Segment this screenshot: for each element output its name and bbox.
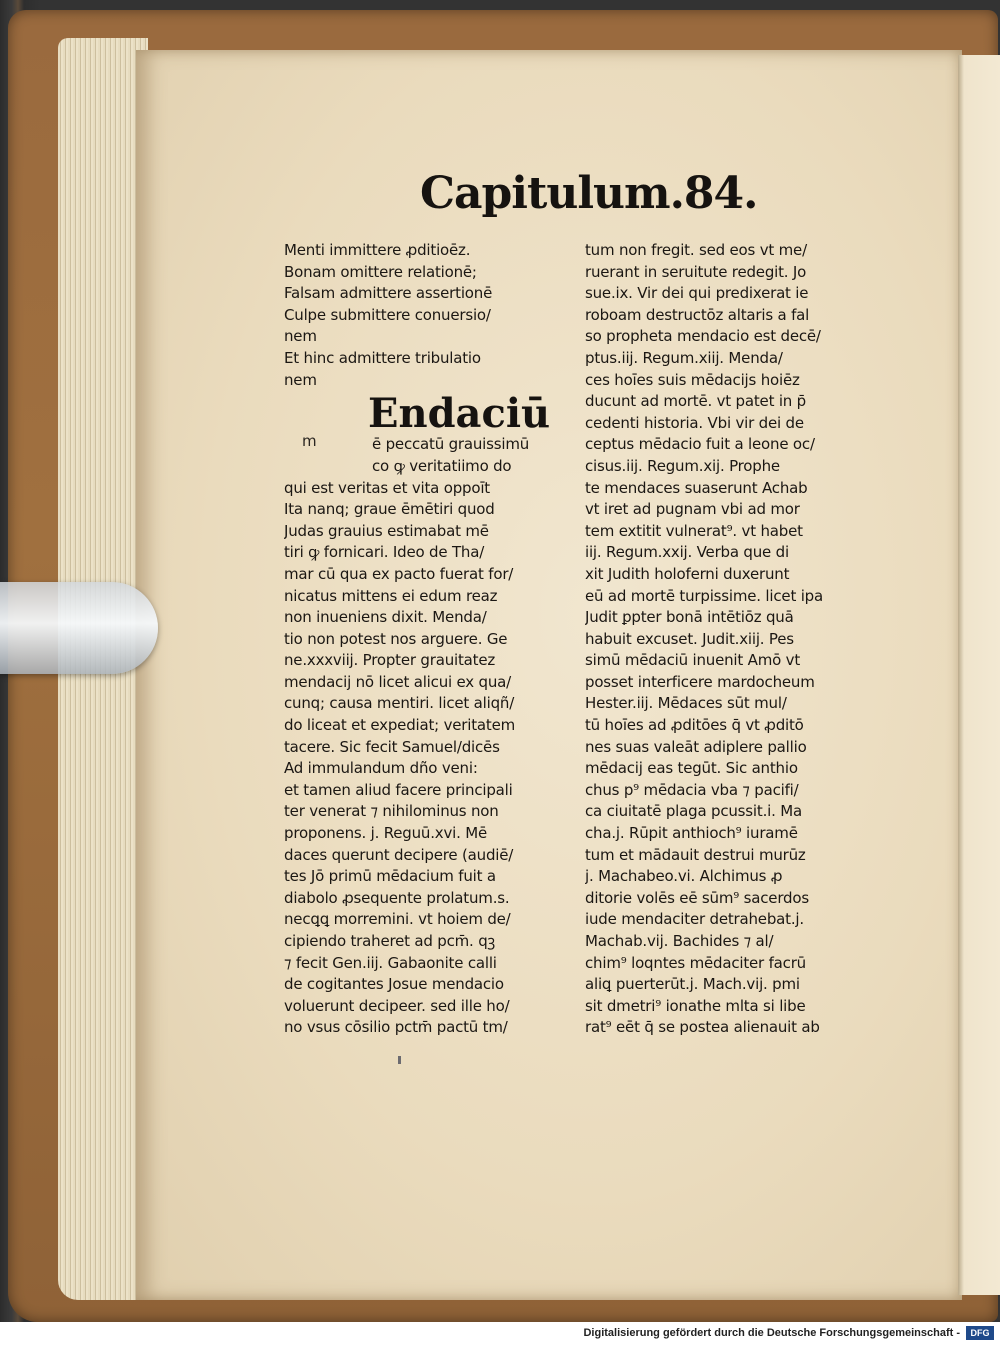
text-line: Ad immulandum dño veni: — [284, 759, 478, 778]
facing-page-edge — [958, 55, 1000, 1295]
text-line: ditorie volēs eē sūm⁹ sacerdos — [585, 888, 809, 907]
text-line: j. Machabeo.vi. Alchimus ꝓ — [585, 867, 783, 886]
decorated-initial-heading: Endaciū — [368, 390, 551, 437]
text-line: habuit excuset. Judit.xiij. Pes — [585, 629, 794, 648]
text-line: Bonam omittere relationē; — [284, 262, 477, 281]
text-line: ptus.iij. Regum.xiij. Menda/ — [585, 348, 783, 367]
text-line: cedenti historia. Vbi vir dei de — [585, 413, 804, 432]
text-line: tum et mādauit destrui murūz — [585, 845, 806, 864]
text-line: Ita nanq; graue ēmētiri quod — [284, 500, 495, 519]
text-line: cha.j. Rūpit anthioch⁹ iuramē — [585, 824, 798, 843]
text-line: Hester.iij. Mēdaces sūt mul/ — [585, 694, 787, 713]
text-line: nicatus mittens ei edum reaz — [284, 586, 498, 605]
text-line: tem extitit vulnerat⁹. vt habet — [585, 521, 803, 540]
text-line: Menti immittere ꝓditioēz. — [284, 241, 471, 259]
text-line: ⁊ fecit Gen.iij. Gabaonite calli — [284, 953, 497, 972]
text-line: et tamen aliud facere principali — [284, 780, 513, 799]
text-line: co ꝙ veritatiimo do — [372, 456, 512, 475]
text-line: ducunt ad mortē. vt patet in p̄ — [585, 392, 806, 411]
text-line: cipiendo traheret ad pcm̄. qꝫ — [284, 932, 495, 950]
text-line: daces querunt decipere (audiē/ — [284, 845, 514, 864]
left-text-column — [284, 240, 546, 1039]
text-line: nes suas valeāt adiplere pallio — [585, 737, 807, 756]
text-line: tiri ꝙ fornicari. Ideo de Tha/ — [284, 543, 485, 562]
text-line: mar cū qua ex pacto fuerat for/ — [284, 564, 514, 583]
text-line: vt iret ad pugnam vbi ad mor — [585, 500, 800, 519]
text-line: Machab.vij. Bachides ⁊ al/ — [585, 932, 774, 950]
text-line: tacere. Sic fecit Samuel/dicēs — [284, 737, 500, 756]
text-line: mendacij nō licet alicui ex qua/ — [284, 672, 512, 691]
text-line: tum non fregit. sed eos vt me/ — [585, 241, 807, 259]
page-clip — [0, 582, 158, 674]
text-line: mēdacij eas tegūt. Sic anthio — [585, 759, 798, 778]
text-line: sit dmetri⁹ ionathe mlta si libe — [585, 996, 806, 1015]
text-line: proponens. j. Reguū.xvi. Mē — [284, 824, 488, 843]
text-line: cisus.iij. Regum.xij. Prophe — [585, 456, 780, 475]
text-line: Judit ꝑpter bonā intētiōz quā — [585, 608, 794, 627]
text-line: qui est veritas et vita oppoīt — [284, 478, 490, 497]
right-text-column — [585, 240, 860, 1039]
text-line: tio non potest nos arguere. Ge — [284, 629, 508, 648]
text-line: ter venerat ⁊ nihilominus non — [284, 802, 499, 821]
footer-credit: Digitalisierung gefördert durch die Deutsche Forschungsgemeinschaft - — [583, 1327, 960, 1339]
text-line: roboam destructōz altaris a fal — [585, 305, 810, 324]
text-line: te mendaces suaserunt Achab — [585, 478, 808, 497]
text-line: non inueniens dixit. Menda/ — [284, 608, 487, 627]
footer-bar — [0, 1322, 1000, 1345]
text-line: ceptus mēdacio fuit a leone oc/ — [585, 435, 815, 454]
text-line: Culpe submittere conuersio/ — [284, 305, 491, 324]
text-line: chus p⁹ mēdacia vba ⁊ pacifi/ — [585, 780, 799, 799]
text-line: ē peccatū grauissimū — [372, 435, 530, 454]
text-line: sue.ix. Vir dei qui predixerat ie — [585, 284, 809, 303]
text-line: chim⁹ loqntes mēdaciter facrū — [585, 953, 806, 972]
text-line: nem — [284, 327, 317, 346]
text-line: Judas grauius estimabat mē — [284, 521, 489, 540]
chapter-title: Capitulum.84. — [420, 168, 758, 219]
guide-letter: m — [302, 432, 317, 450]
text-line: Falsam admittere assertionē — [284, 284, 493, 303]
text-line: voluerunt decipeer. sed ille ho/ — [284, 996, 510, 1015]
text-line: ces hoīes suis mēdacijs hoiēz — [585, 370, 800, 389]
text-line: simū mēdaciū inuenit Amō vt — [585, 651, 801, 670]
text-line: tū hoīes ad ꝓditōes q̄ vt ꝓditō — [585, 716, 804, 735]
text-line: ruerant in seruitute redegit. Jo — [585, 262, 807, 281]
text-line: nem — [284, 370, 317, 389]
dfg-logo: DFG — [966, 1326, 994, 1340]
text-line: xit Judith holoferni duxerunt — [585, 564, 790, 583]
text-line: no vsus cōsilio pctm̄ pactū tm/ — [284, 1018, 508, 1037]
page-mark — [398, 1056, 401, 1064]
text-line: aliꝗ puerterūt.j. Mach.vij. pmi — [585, 975, 800, 994]
text-line: eū ad mortē turpissime. licet ipa — [585, 586, 823, 605]
text-line: tes Jō primū mēdacium fuit a — [284, 867, 496, 886]
text-line: rat⁹ eēt q̄ se postea alienauit ab — [585, 1018, 820, 1037]
text-line: so propheta mendacio est decē/ — [585, 327, 821, 346]
text-line: de cogitantes Josue mendacio — [284, 975, 504, 994]
text-line: Et hinc admittere tribulatio — [284, 348, 481, 367]
text-line: necꝗꝗ morremini. vt hoiem de/ — [284, 910, 511, 929]
text-line: iij. Regum.xxij. Verba que di — [585, 543, 789, 562]
text-line: posset interficere mardocheum — [585, 672, 815, 691]
text-line: diabolo ꝓsequente prolatum.s. — [284, 888, 510, 907]
text-line: cunq; causa mentiri. licet aliqñ/ — [284, 694, 515, 713]
text-line: ne.xxxviij. Propter grauitatez — [284, 651, 496, 670]
text-line: do liceat et expediat; veritatem — [284, 716, 516, 735]
text-line: iude mendaciter detrahebat.j. — [585, 910, 804, 929]
text-line: ca ciuitatē plaga pcussit.i. Ma — [585, 802, 802, 821]
